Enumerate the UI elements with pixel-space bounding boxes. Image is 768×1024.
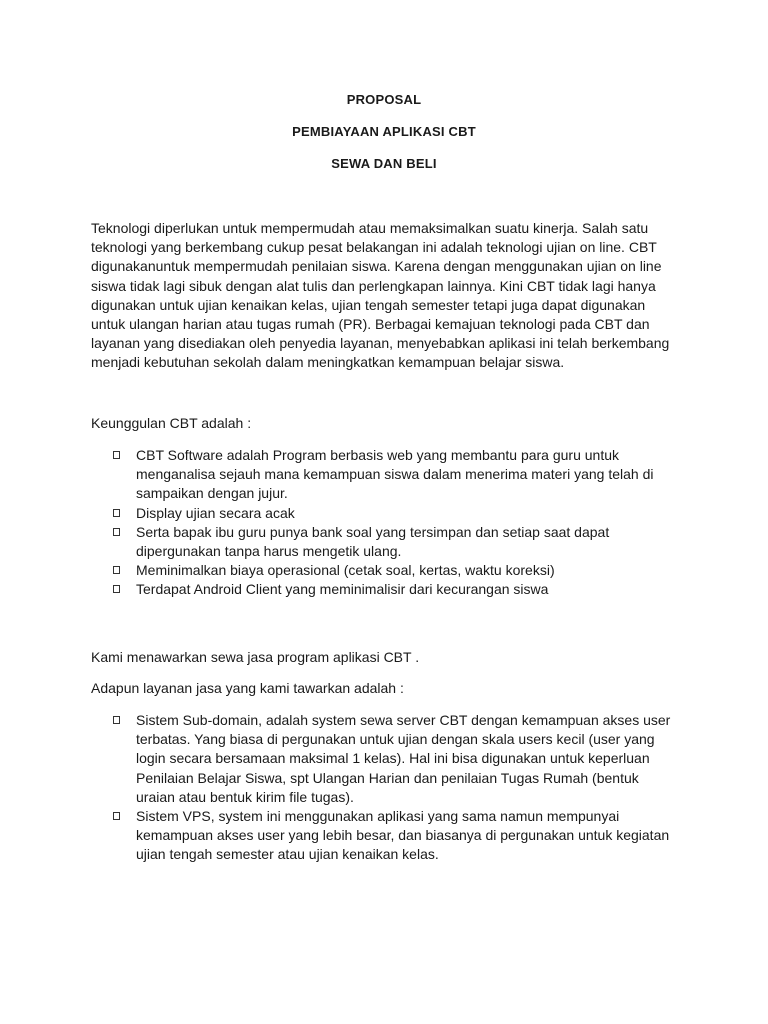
title-proposal: PROPOSAL: [346, 92, 422, 107]
services-heading: Adapun layanan jasa yang kami tawarkan adalah :: [91, 680, 404, 696]
services-list: [91, 711, 681, 865]
intro-paragraph: Teknologi diperlukan untuk mempermudah atau memaksimalkan suatu kinerja. Salah satu teknologi yang berkembang cukup pesat belakangan ini adalah teknologi ujian on line. CBT digunakanuntuk mempermudah penilaian siswa. Karena dengan menggunakan ujian on line siswa tidak lagi sibuk dengan alat tulis dan perlengkapan lainnya. Kini CBT tidak lagi hanya digunakan untuk ujian kenaikan kelas, ujian tengah semester tetapi juga dapat digunakan untuk ulangan harian atau tugas rumah (PR). Berbagai kemajuan teknologi pada CBT dan layanan yang disediakan oleh penyedia layanan, menyebabkan aplikasi ini telah berkembang menjadi kebutuhan sekolah dalam meningkatkan kemampuan belajar siswa.: [91, 220, 670, 371]
checkbox-bullet-icon: [113, 509, 120, 517]
list-item-text: CBT Software adalah Program berbasis web yang membantu para guru untuk menganalisa sejauh mana kemampuan siswa dalam menerima materi yang telah di sampaikan dengan jujur.: [136, 447, 654, 502]
advantages-list: [91, 446, 681, 600]
list-item-text: Serta bapak ibu guru punya bank soal yang tersimpan dan setiap saat dapat dipergunakan tanpa harus mengetik ulang.: [136, 523, 610, 560]
list-item: [91, 523, 681, 561]
document-title-block: [0, 92, 768, 172]
title-scope: SEWA DAN BELI: [331, 156, 437, 171]
checkbox-bullet-icon: [113, 528, 120, 536]
advantages-heading: Keunggulan CBT adalah :: [91, 415, 252, 431]
checkbox-bullet-icon: [113, 451, 120, 459]
checkbox-bullet-icon: [113, 812, 120, 820]
list-item: [91, 580, 681, 599]
checkbox-bullet-icon: [113, 566, 120, 574]
list-item: [91, 446, 681, 504]
list-item: [91, 711, 681, 807]
checkbox-bullet-icon: [113, 585, 120, 593]
offer-paragraph: Kami menawarkan sewa jasa program aplikasi CBT .: [91, 649, 420, 665]
list-item-text: Display ujian secara acak: [136, 504, 295, 521]
checkbox-bullet-icon: [113, 716, 120, 724]
list-item: [91, 504, 681, 523]
list-item-text: Sistem Sub-domain, adalah system sewa server CBT dengan kemampuan akses user terbatas. Yang biasa di pergunakan untuk ujian dengan skala users kecil (user yang login secara bersamaan maksimal 1 kelas). Hal ini bisa digunakan untuk keperluan Penilaian Belajar Siswa, spt Ulangan Harian dan penilaian Tugas Rumah (bentuk uraian atau bentuk kirim file tugas).: [136, 712, 671, 805]
list-item: [91, 807, 681, 865]
list-item-text: Meminimalkan biaya operasional (cetak soal, kertas, waktu koreksi): [136, 562, 555, 579]
list-item-text: Sistem VPS, system ini menggunakan aplikasi yang sama namun mempunyai kemampuan akses user yang lebih besar, dan biasanya di pergunakan untuk kegiatan ujian tengah semester atau ujian kenaikan kelas.: [136, 808, 670, 863]
title-subject: PEMBIAYAAN APLIKASI CBT: [292, 124, 476, 139]
list-item: [91, 561, 681, 580]
list-item-text: Terdapat Android Client yang meminimalisir dari kecurangan siswa: [136, 581, 549, 598]
